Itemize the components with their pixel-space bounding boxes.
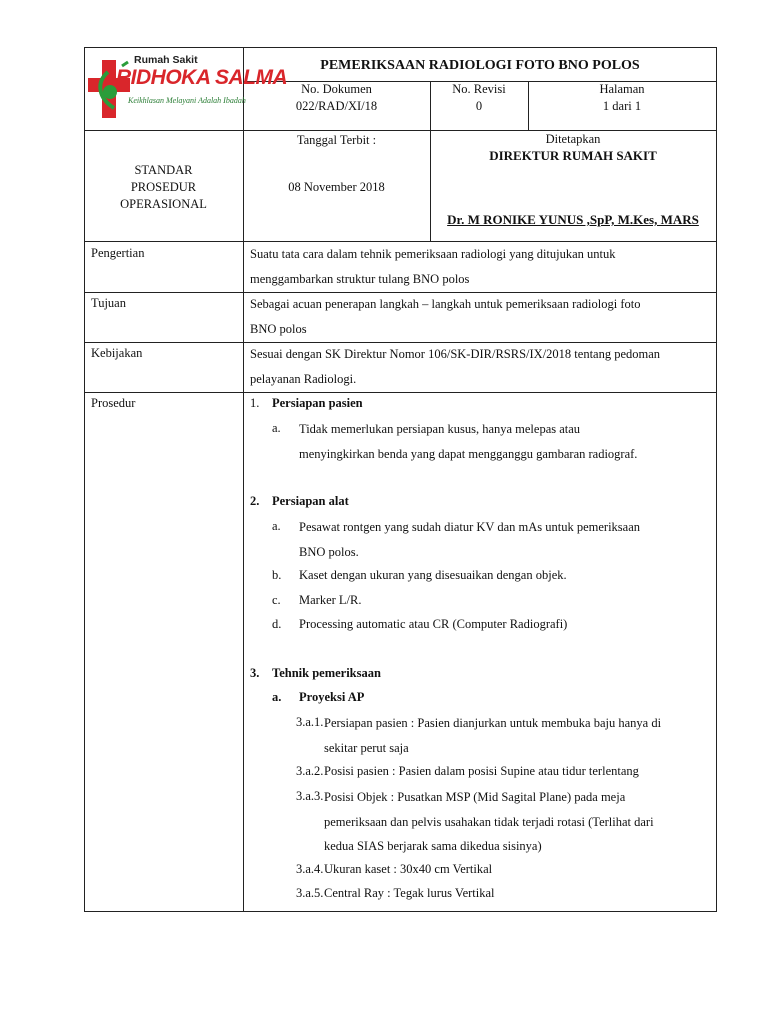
- doc-no-value: 022/RAD/XI/18: [295, 99, 378, 113]
- step-3a1-line1: Persiapan pasien : Pasien dianjurkan untuk membuka baju hanya di: [324, 716, 662, 730]
- step-3a4-number: 3.a.4.: [296, 862, 324, 876]
- pengertian-label: Pengertian: [91, 246, 145, 260]
- step-3a2-number: 3.a.2.: [296, 764, 324, 778]
- pengertian-text: [250, 242, 710, 291]
- section-2-number: 2.: [250, 494, 260, 508]
- step-3a1-text: [324, 711, 710, 760]
- sop-label-line1: STANDAR: [134, 163, 193, 177]
- step-3a3-line1: Posisi Objek : Pusatkan MSP (Mid Sagital Plane) pada meja: [324, 790, 626, 804]
- step-3a3-number: 3.a.3.: [296, 789, 324, 803]
- section-3-title: Tehnik pemeriksaan: [272, 666, 381, 680]
- revision-label: No. Revisi: [452, 82, 506, 96]
- kebijakan-label: Kebijakan: [91, 346, 143, 360]
- doc-no-label: No. Dokumen: [301, 82, 372, 96]
- tujuan-line2: BNO polos: [250, 321, 307, 336]
- tujuan-label: Tujuan: [91, 296, 126, 310]
- ditetapkan-label: Ditetapkan: [545, 132, 601, 146]
- item-3a-marker: a.: [272, 690, 282, 704]
- item-1a-text: [299, 417, 710, 466]
- director-name: Dr. M RONIKE YUNUS ,SpP, M.Kes, MARS: [447, 212, 699, 227]
- item-1a-marker: a.: [272, 421, 281, 435]
- step-3a5-text: Central Ray : Tegak lurus Vertikal: [324, 886, 495, 900]
- document-title: PEMERIKSAAN RADIOLOGI FOTO BNO POLOS: [320, 58, 640, 73]
- pengertian-line1: Suatu tata cara dalam tehnik pemeriksaan radiologi yang ditujukan untuk: [250, 247, 616, 261]
- item-2c-marker: c.: [272, 593, 281, 607]
- item-3a-title: Proyeksi AP: [299, 690, 365, 704]
- item-2b-text: Kaset dengan ukuran yang disesuaikan dengan objek.: [299, 568, 567, 582]
- issue-date-label: Tanggal Terbit :: [296, 133, 377, 147]
- page-value: 1 dari 1: [602, 99, 642, 113]
- sop-label-line2: PROSEDUR: [130, 180, 197, 194]
- item-2b-marker: b.: [272, 568, 282, 582]
- step-3a1-number: 3.a.1.: [296, 715, 324, 729]
- step-3a2-text: Posisi pasien : Pasien dalam posisi Supine atau tidur terlentang: [324, 764, 639, 778]
- item-2a-text: [299, 515, 710, 564]
- step-3a1-line2: sekitar perut saja: [324, 740, 409, 755]
- item-1a-line2: menyingkirkan benda yang dapat mengganggu gambaran radiograf.: [299, 446, 638, 461]
- item-2a-marker: a.: [272, 519, 281, 533]
- hospital-logo: [88, 52, 288, 128]
- step-3a4-text: Ukuran kaset : 30x40 cm Vertikal: [324, 862, 493, 876]
- issue-date-value: 08 November 2018: [288, 180, 385, 194]
- logo-small-text: Rumah Sakit: [134, 54, 198, 66]
- section-1-number: 1.: [250, 396, 260, 410]
- revision-value: 0: [475, 99, 483, 113]
- director-title: DIREKTUR RUMAH SAKIT: [489, 148, 657, 163]
- step-3a3-line2: pemeriksaan dan pelvis usahakan tidak terjadi rotasi (Terlihat dari: [324, 814, 654, 829]
- logo-name: RIDHOKA SALMA: [116, 66, 288, 89]
- logo-tagline: Keikhlasan Melayani Adalah Ibadah: [128, 96, 246, 105]
- tujuan-line1: Sebagai acuan penerapan langkah – langkah untuk pemeriksaan radiologi foto: [250, 297, 641, 311]
- step-3a3-line3: kedua SIAS berjarak sama dikedua sisinya): [324, 839, 542, 853]
- pengertian-line2: menggambarkan struktur tulang BNO polos: [250, 271, 470, 286]
- item-2a-line1: Pesawat rontgen yang sudah diatur KV dan mAs untuk pemeriksaan: [299, 520, 641, 534]
- item-2a-line2: BNO polos.: [299, 544, 359, 559]
- kebijakan-line2: pelayanan Radiologi.: [250, 371, 357, 386]
- tujuan-text: [250, 292, 710, 341]
- section-1-title: Persiapan pasien: [272, 396, 363, 410]
- page-label: Halaman: [599, 82, 645, 96]
- sop-label-line3: OPERASIONAL: [120, 197, 207, 211]
- prosedur-label: Prosedur: [91, 396, 136, 410]
- item-2c-text: Marker L/R.: [299, 593, 362, 607]
- step-3a3-text: [324, 785, 710, 859]
- section-3-number: 3.: [250, 666, 260, 680]
- step-3a5-number: 3.a.5.: [296, 886, 324, 900]
- item-2d-text: Processing automatic atau CR (Computer Radiografi): [299, 617, 568, 631]
- section-2-title: Persiapan alat: [272, 494, 349, 508]
- item-1a-line1: Tidak memerlukan persiapan kusus, hanya melepas atau: [299, 422, 581, 436]
- kebijakan-text: [250, 342, 710, 391]
- sop-label: [84, 162, 243, 213]
- kebijakan-line1: Sesuai dengan SK Direktur Nomor 106/SK-DIR/RSRS/IX/2018 tentang pedoman: [250, 347, 661, 361]
- item-2d-marker: d.: [272, 617, 282, 631]
